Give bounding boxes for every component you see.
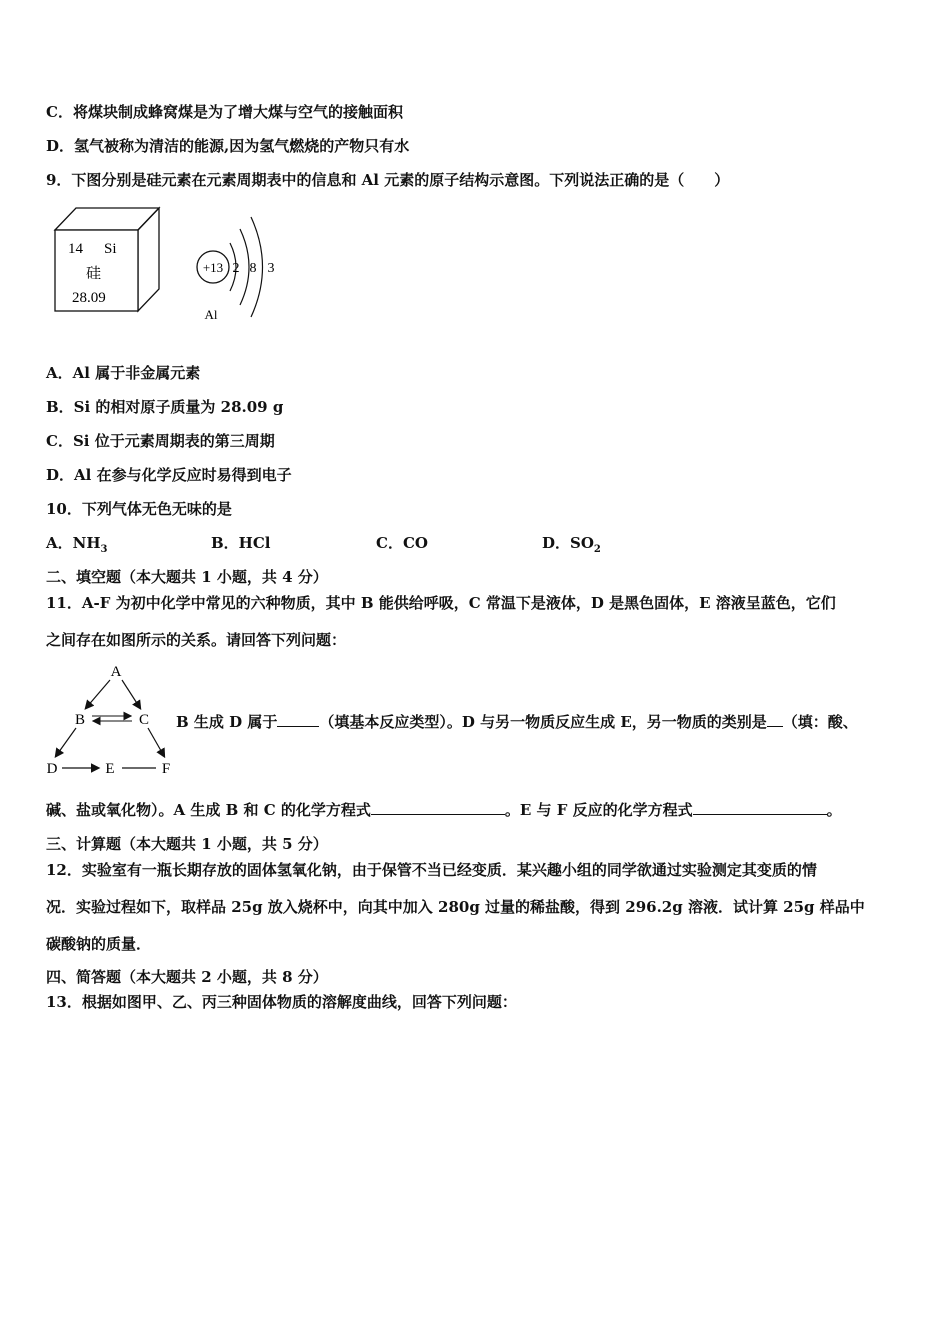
q8-option-c: C．将煤块制成蜂窝煤是为了增大煤与空气的接触面积 <box>46 103 403 121</box>
node-e: E <box>105 761 115 777</box>
si-atomic-mass: 28.09 <box>72 290 106 306</box>
blank-substance-category[interactable] <box>767 712 783 727</box>
al-nucleus-charge: +13 <box>202 260 224 275</box>
q11-line-1: 11．A-F 为初中化学中常见的六种物质，其中 B 能供给呼吸，C 常温下是液体，D 是黑色固体，E 溶液呈蓝色，它们 <box>46 594 836 612</box>
q9-option-a: A．Al 属于非金属元素 <box>46 364 201 382</box>
q11-side-text: B 生成 D 属于 （填基本反应类型）。D 与另一物质反应生成 E，另一物质的类别是 （填：酸、 <box>176 713 858 731</box>
q9-option-c: C．Si 位于元素周期表的第三周期 <box>46 432 275 450</box>
silicon-periodic-card <box>52 205 164 315</box>
al-shell-1: 2 <box>232 261 240 276</box>
q12-line-1: 12．实验室有一瓶长期存放的固体氢氧化钠，由于保管不当已经变质．某兴趣小组的同学欲通过实验测定其变质的情 <box>46 861 817 879</box>
si-chinese-name: 硅 <box>86 266 102 282</box>
q11-line-4: 碱、盐或氧化物）。A 生成 B 和 C 的化学方程式 。E 与 F 反应的化学方程式 。 <box>46 801 842 819</box>
q9-option-b: B．Si 的相对原子质量为 28.09 g <box>46 398 284 416</box>
node-d: D <box>46 761 58 777</box>
q10-stem: 10．下列气体无色无味的是 <box>46 500 232 518</box>
blank-equation-a[interactable] <box>371 800 505 815</box>
q10-options <box>46 533 746 553</box>
node-c: C <box>138 712 150 728</box>
al-shell-2: 8 <box>249 261 257 276</box>
blank-reaction-type[interactable] <box>277 712 319 727</box>
q13-stem: 13．根据如图甲、乙、丙三种固体物质的溶解度曲线，回答下列问题： <box>46 993 517 1011</box>
section-2-title: 二、填空题（本大题共 1 小题，共 4 分） <box>46 568 328 586</box>
si-symbol: Si <box>104 241 117 257</box>
q12-line-2: 况．实验过程如下，取样品 25g 放入烧杯中，向其中加入 280g 过量的稀盐酸，得到 296.2g 溶液．试计算 25g 样品中 <box>46 898 865 916</box>
al-shell-3: 3 <box>267 261 275 276</box>
al-atomic-structure-diagram <box>190 207 290 325</box>
section-4-title: 四、简答题（本大题共 2 小题，共 8 分） <box>46 968 328 986</box>
q9-option-d: D．Al 在参与化学反应时易得到电子 <box>46 466 292 484</box>
node-b: B <box>74 712 86 728</box>
q11-line-2: 之间存在如图所示的关系。请回答下列问题： <box>46 631 347 649</box>
q10-option-d: D．$SO_2$ <box>542 534 601 555</box>
si-atomic-number: 14 <box>68 241 83 257</box>
section-3-title: 三、计算题（本大题共 1 小题，共 5 分） <box>46 835 328 853</box>
q10-option-c: C．CO <box>376 534 428 552</box>
q9-stem: 9．下图分别是硅元素在元素周期表中的信息和 Al 元素的原子结构示意图。下列说法正确的是（ ） <box>46 171 730 189</box>
q11-relationship-diagram <box>40 658 180 780</box>
al-label: Al <box>204 307 218 322</box>
node-f: F <box>161 761 171 777</box>
q10-option-b: B．HCl <box>211 534 271 552</box>
q12-line-3: 碳酸钠的质量． <box>46 935 152 953</box>
q8-option-d: D．氢气被称为清洁的能源,因为氢气燃烧的产物只有水 <box>46 137 410 155</box>
node-a: A <box>110 664 122 680</box>
q10-option-a: A．$NH_3$ <box>46 534 108 555</box>
blank-equation-e-f[interactable] <box>693 800 827 815</box>
